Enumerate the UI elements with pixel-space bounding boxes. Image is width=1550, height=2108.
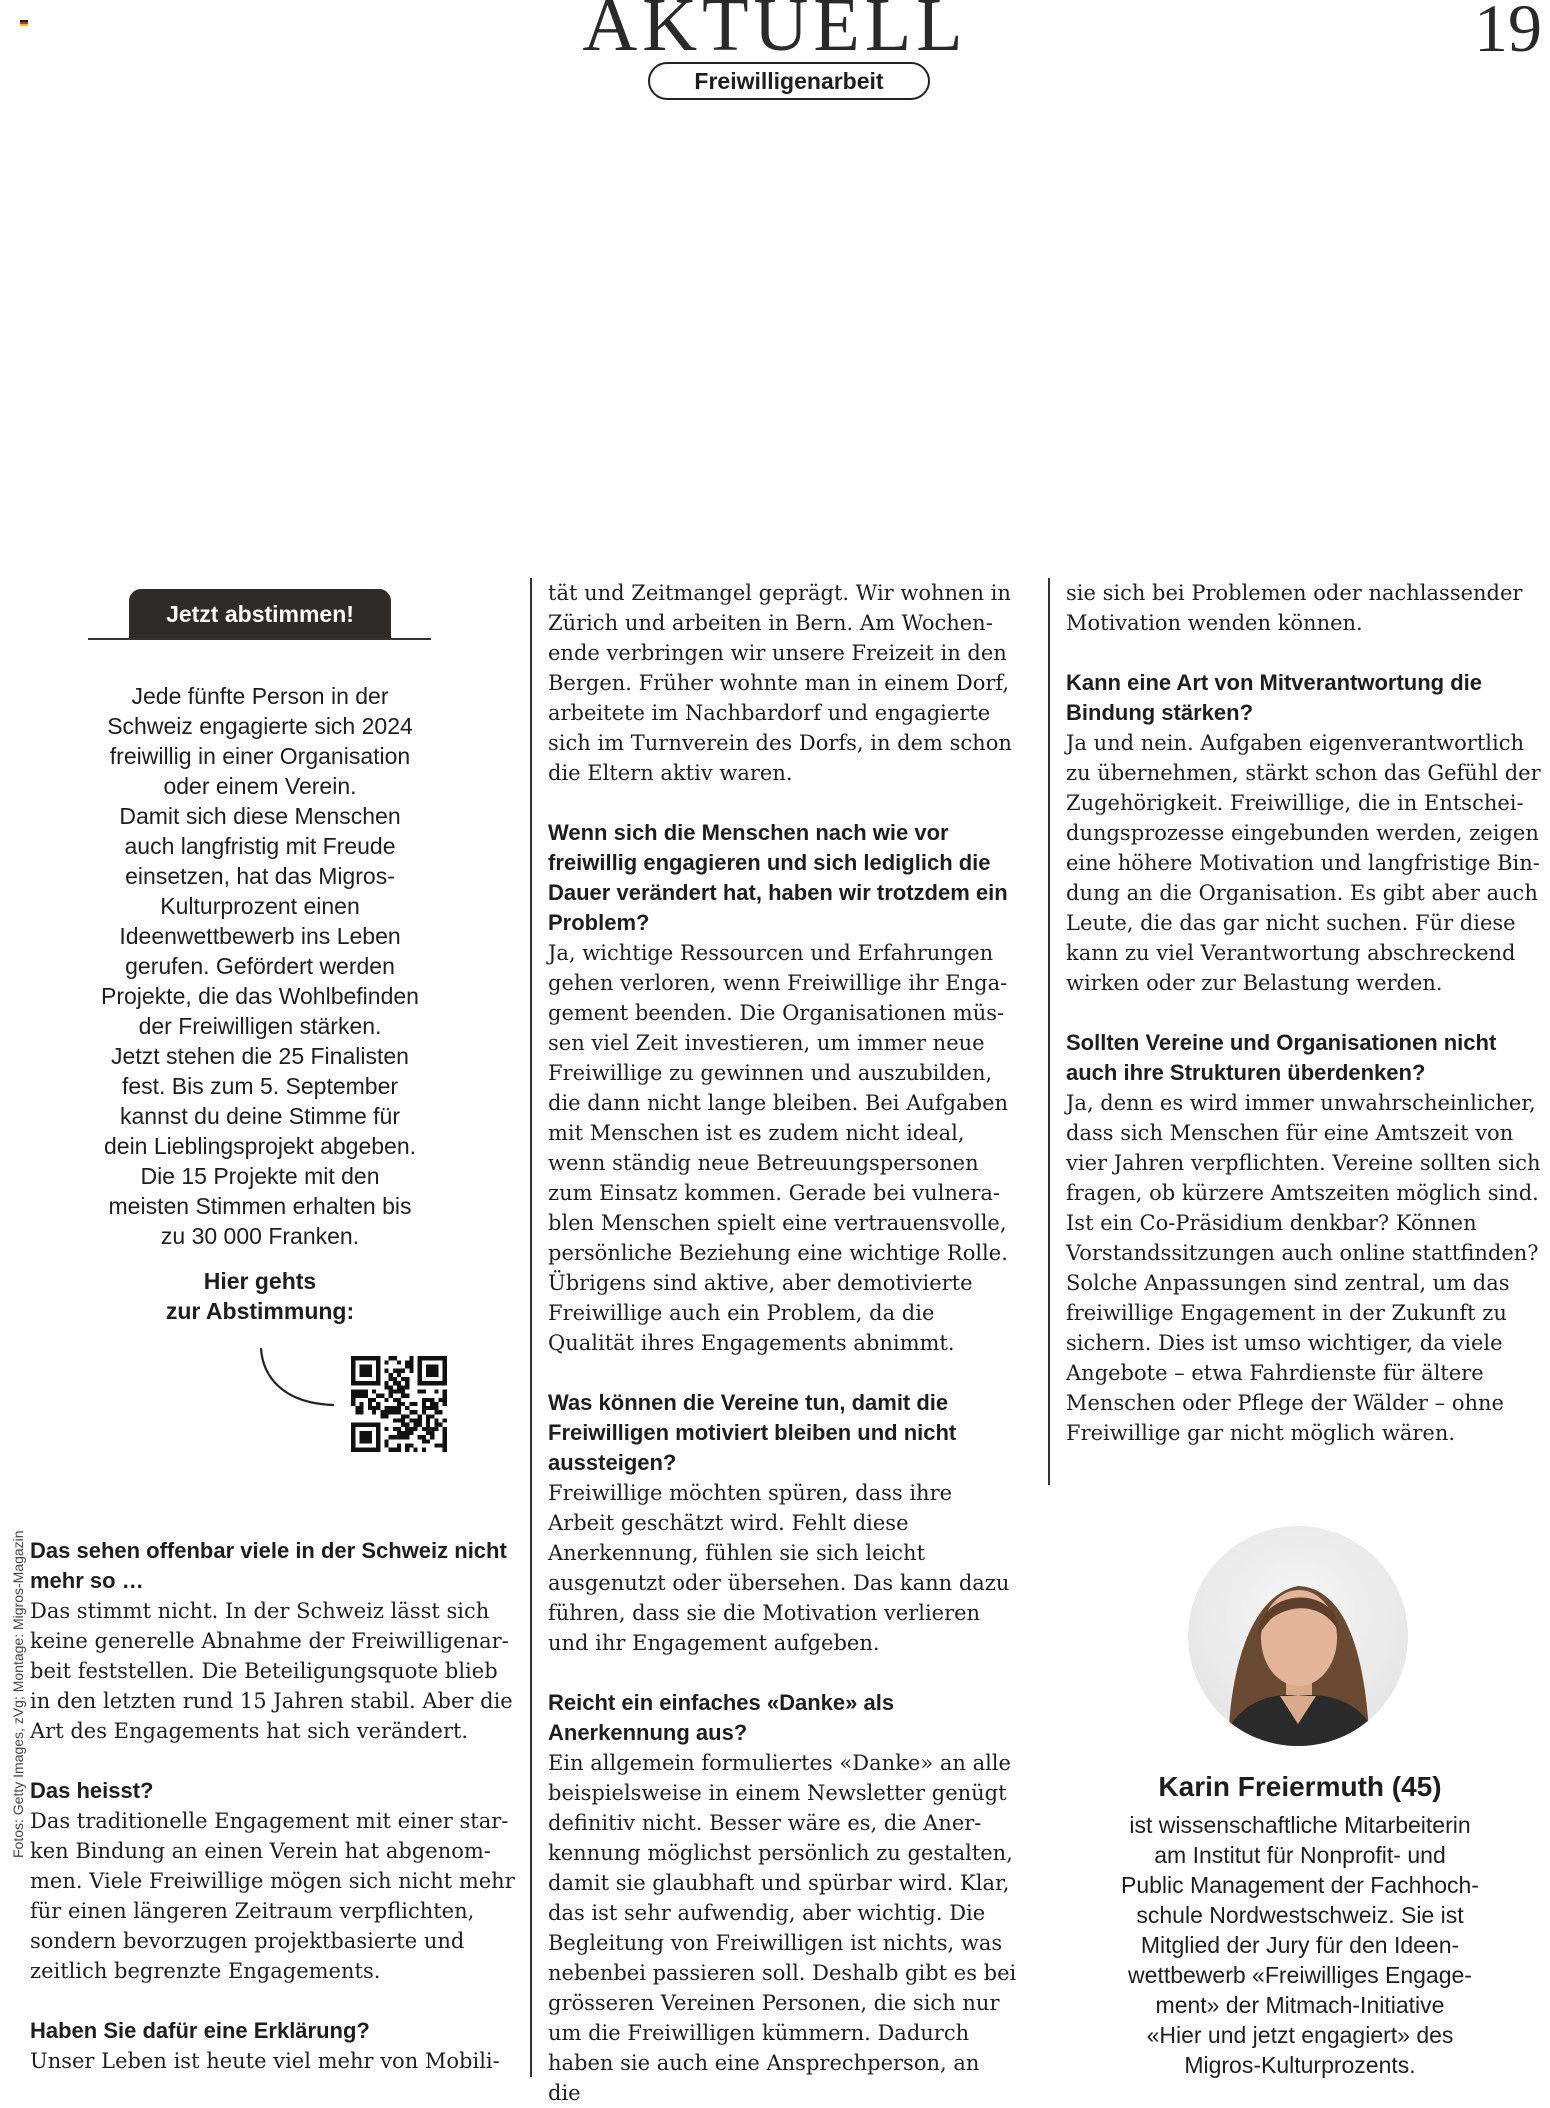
vote-body-line: Jede fünfte Person in der bbox=[131, 683, 389, 709]
profile-bio-line: Mitglied der Jury für den Ideen- bbox=[1140, 1932, 1460, 1958]
vote-body-line: Kulturprozent einen bbox=[160, 893, 360, 919]
column-divider bbox=[1048, 578, 1050, 1485]
interview-question: Das sehen offenbar viele in der Schweiz nicht mehr so … bbox=[30, 1538, 507, 1593]
vote-body-line: Schweiz engagierte sich 2024 bbox=[107, 713, 413, 739]
interview-question: Haben Sie dafür eine Erklärung? bbox=[30, 2018, 370, 2043]
interview-question: Das heisst? bbox=[30, 1778, 154, 1803]
interview-answer: sie sich bei Problemen oder nachlassender Motivation wenden können. bbox=[1066, 581, 1523, 635]
vote-body-line: meisten Stimmen erhalten bis bbox=[108, 1193, 412, 1219]
vote-body-line: Damit sich diese Menschen bbox=[119, 803, 401, 829]
interview-question: Wenn sich die Menschen nach wie vor freiwillig engagieren und sich lediglich die Dauer verändert hat, haben wir trotzdem ein Problem? bbox=[548, 820, 1008, 935]
page-number: 19 bbox=[1474, 0, 1542, 66]
vote-body-line: Ideenwettbewerb ins Leben bbox=[119, 923, 401, 949]
vote-body-line: oder einem Verein. bbox=[163, 773, 357, 799]
profile-bio bbox=[1080, 1810, 1520, 2080]
vote-body-line: einsetzen, hat das Migros- bbox=[125, 863, 395, 889]
category-label: Freiwilligenarbeit bbox=[648, 62, 930, 100]
vote-body-line: auch langfristig mit Freude bbox=[124, 833, 396, 859]
interview-question: Reicht ein einfaches «Danke» als Anerkennung aus? bbox=[548, 1690, 895, 1745]
section-title: AKTUELL bbox=[582, 0, 968, 67]
interview-answer: Ja, wichtige Ressourcen und Erfahrungen gehen verloren, wenn Freiwillige ihr Engagement beenden. Die Organisationen müssen viel Zeit investieren, um immer neue Freiwillige zu gewinnen und auszubilden, die dann nicht lange bleiben. Bei Aufgaben mit Menschen ist es zudem nicht ideal, wenn ständig neue Betreuungspersonen zum Einsatz kommen. Gerade bei vulnerablen Menschen spielt eine vertrauensvolle, persönliche Beziehung eine wichtige Rolle. Übrigens sind aktive, aber demotivierte Freiwillige auch ein Problem, da die Qualität ihres Engagements abnimmt. bbox=[548, 941, 1009, 1355]
vote-tab: Jetzt abstimmen! bbox=[129, 589, 391, 639]
vote-body-line: freiwillig in einer Organisation bbox=[109, 743, 411, 769]
vote-cta-line: Hier gehts bbox=[203, 1268, 317, 1294]
vote-body-line: fest. Bis zum 5. September bbox=[121, 1073, 399, 1099]
profile-bio-line: ment» der Mitmach-Initiative bbox=[1155, 1992, 1445, 2018]
profile-bio-line: Public Management der Fachhoch- bbox=[1121, 1872, 1479, 1898]
column-divider bbox=[530, 578, 532, 2077]
vote-body-line: kannst du deine Stimme für bbox=[120, 1103, 400, 1129]
interview-question: Was können die Vereine tun, damit die Freiwilligen motiviert bleiben und nicht aussteigen? bbox=[548, 1390, 957, 1475]
profile-bio-line: ist wissenschaftliche Mitarbeiterin bbox=[1129, 1812, 1471, 1838]
interview-question: Kann eine Art von Mitverantwortung die Bindung stärken? bbox=[1066, 670, 1482, 725]
vote-body-line: der Freiwilligen stärken. bbox=[138, 1013, 382, 1039]
vote-body-line: Jetzt stehen die 25 Finalisten bbox=[111, 1043, 409, 1069]
profile-photo bbox=[1188, 1526, 1408, 1746]
interview-answer: Unser Leben ist heute viel mehr von Mobili- bbox=[30, 2049, 500, 2073]
vote-box-divider bbox=[88, 638, 431, 640]
vote-body-line: dein Lieblingsprojekt abgeben. bbox=[103, 1133, 417, 1159]
profile-bio-line: wettbewerb «Freiwilliges Engage- bbox=[1128, 1962, 1472, 1988]
vote-cta-line: zur Abstimmung: bbox=[165, 1298, 355, 1324]
arrow-icon bbox=[255, 1345, 335, 1415]
interview-answer: Ja, denn es wird immer unwahrscheinlicher, dass sich Menschen für eine Amtszeit von vier Jahren verpflichten. Vereine sollten sich fragen, ob kürzere Amtszeiten möglich sind. Ist ein Co-Präsidium denkbar? Können Vorstandssitzungen auch online stattfinden? Solche Anpassungen sind zentral, um das freiwillige Engagement in der Zukunft zu sichern. Dies ist umso wichtiger, da viele Angebote – etwa Fahrdienste für ältere Menschen oder Pflege der Wälder – ohne Freiwillige gar nicht möglich wären. bbox=[1066, 1091, 1541, 1445]
interview-answer: Freiwillige möchten spüren, dass ihre Arbeit geschätzt wird. Fehlt diese Anerkennung, fühlen sie sich leicht ausgenutzt oder übersehen. Das kann dazu führen, dass sie die Motivation verlieren und ihr Engagement aufgeben. bbox=[548, 1481, 1010, 1655]
vote-body-line: zu 30 000 Franken. bbox=[160, 1223, 360, 1249]
vote-body bbox=[80, 681, 440, 1251]
interview-answer: Ja und nein. Aufgaben eigenverantwortlich zu übernehmen, stärkt schon das Gefühl der Zugehörigkeit. Freiwillige, die in Entscheidungsprozesse eingebunden werden, zeigen eine höhere Motivation und langfristige Bindung an die Organisation. Es gibt aber auch Leute, die das gar nicht suchen. Für diese kann zu viel Verantwortung abschreckend wirken oder zur Belastung werden. bbox=[1066, 731, 1541, 995]
vote-body-line: Projekte, die das Wohlbefinden bbox=[101, 983, 419, 1009]
profile-bio-line: am Institut für Nonprofit- und bbox=[1154, 1842, 1446, 1868]
article-column-3 bbox=[1066, 578, 1550, 1448]
photo-credit-text: Fotos: Getty Images, zVg; Montage: Migros-Magazin bbox=[10, 1530, 26, 1858]
profile-bio-line: «Hier und jetzt engagiert» des bbox=[1146, 2022, 1454, 2048]
profile-bio-line: Migros-Kulturprozents. bbox=[1184, 2052, 1416, 2078]
interview-answer: tät und Zeitmangel geprägt. Wir wohnen in Zürich und arbeiten in Bern. Am Wochenende verbringen wir unsere Freizeit in den Bergen. Früher wohnte man in einem Dorf, arbeitete im Nachbardorf und engagierte sich im Turnverein des Dorfs, in dem schon die Eltern aktiv waren. bbox=[548, 581, 1012, 785]
article-column-2 bbox=[548, 578, 1018, 2108]
interview-question: Sollten Vereine und Organisationen nicht auch ihre Strukturen überdenken? bbox=[1066, 1030, 1497, 1085]
profile-name: Karin Freiermuth (45) bbox=[1158, 1771, 1442, 1802]
article-column-1 bbox=[30, 1536, 520, 2076]
vote-body-line: Die 15 Projekte mit den bbox=[140, 1163, 380, 1189]
vote-body-line: gerufen. Gefördert werden bbox=[125, 953, 395, 979]
vote-cta bbox=[80, 1266, 440, 1326]
profile-bio-line: schule Nordwestschweiz. Sie ist bbox=[1136, 1902, 1464, 1928]
interview-answer: Das traditionelle Engagement mit einer starken Bindung an einen Verein hat abgenommen. Viele Freiwillige mögen sich nicht mehr für einen längeren Zeitraum verpflichten, sondern bevorzugen projektbasierte und zeitlich begrenzte Engagements. bbox=[30, 1809, 515, 1983]
interview-answer: Das stimmt nicht. In der Schweiz lässt sich keine generelle Abnahme der Freiwilligenarbeit feststellen. Die Beteiligungsquote blieb in den letzten rund 15 Jahren stabil. Aber die Art des Engagements hat sich verändert. bbox=[30, 1599, 513, 1743]
interview-answer: Ein allgemein formuliertes «Danke» an alle beispielsweise in einem Newsletter genügt definitiv nicht. Besser wäre es, die Anerkennung möglichst persönlich zu gestalten, damit sie glaubhaft und spürbar wird. Klar, das ist sehr aufwendig, aber wichtig. Die Begleitung von Freiwilligen ist nichts, was nebenbei passieren soll. Deshalb gibt es bei grösseren Vereinen Personen, die sich nur um die Freiwilligen kümmern. Dadurch haben sie auch eine Ansprechperson, an die bbox=[548, 1751, 1017, 2105]
qr-code-icon[interactable] bbox=[347, 1352, 451, 1456]
